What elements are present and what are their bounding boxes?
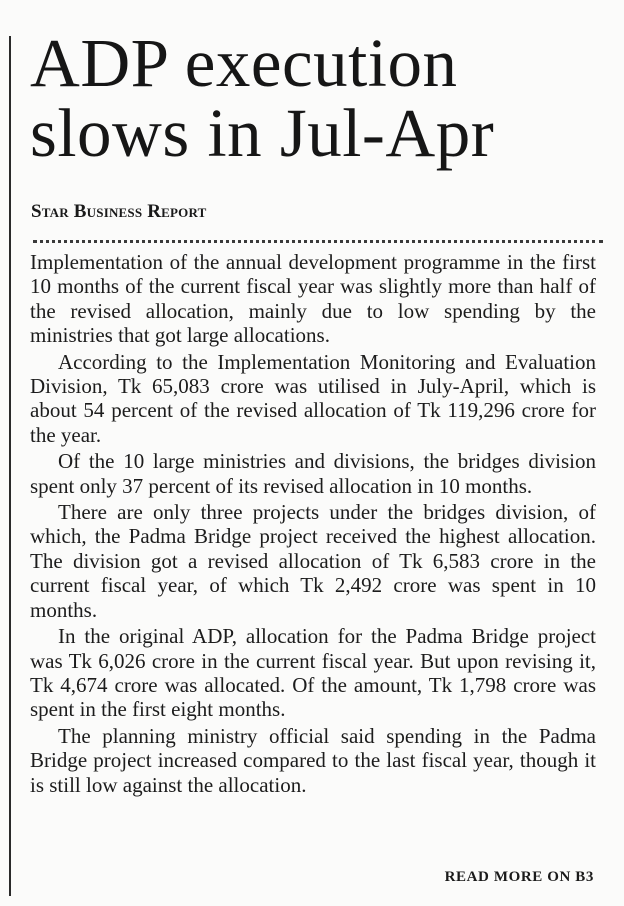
headline-line-1: ADP execution xyxy=(30,25,458,101)
paragraph-3: Of the 10 large ministries and divisions, the bridges division spent only 37 percent of its revised allocation in 10 months. xyxy=(30,449,596,498)
column-rule xyxy=(9,36,11,896)
article-body xyxy=(30,250,596,799)
paragraph-2: According to the Implementation Monitoring and Evaluation Division, Tk 65,083 crore was utilised in July-April, which is about 54 percent of the revised allocation of Tk 119,296 crore for the year. xyxy=(30,349,596,447)
paragraph-5: In the original ADP, allocation for the Padma Bridge project was Tk 6,026 crore in the current fiscal year. But upon revising it, Tk 4,674 crore was allocated. Of the amount, Tk 1,798 crore was spent in the first eight months. xyxy=(30,624,596,722)
paragraph-4: There are only three projects under the bridges division, of which, the Padma Bridge project received the highest allocation. The division got a revised allocation of Tk 6,583 crore in the current fiscal year, of which Tk 2,492 crore was spent in 10 months. xyxy=(30,500,596,622)
read-more-link[interactable]: READ MORE ON B3 xyxy=(444,869,594,885)
paragraph-6: The planning ministry official said spending in the Padma Bridge project increased compared to the last fiscal year, though it is still low against the allocation. xyxy=(30,723,596,797)
paragraph-1: Implementation of the annual development programme in the first 10 months of the current fiscal year was slightly more than half of the revised allocation, mainly due to low spending by the ministries that got large allocations. xyxy=(30,250,596,348)
byline: Star Business Report xyxy=(31,201,207,222)
dotted-divider xyxy=(33,240,603,243)
headline xyxy=(30,25,620,171)
headline-line-2: slows in Jul-Apr xyxy=(30,95,495,171)
